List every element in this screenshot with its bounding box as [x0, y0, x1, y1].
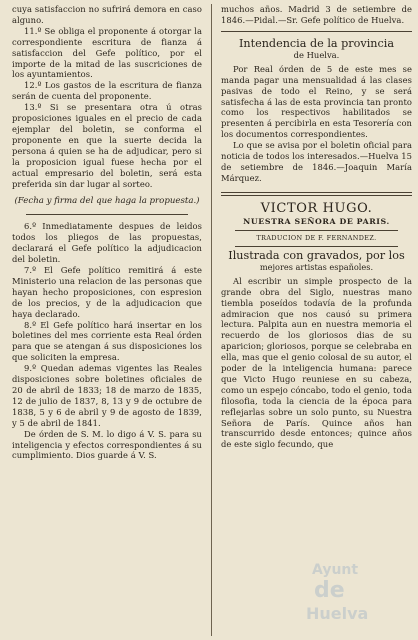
right-column — [221, 4, 412, 450]
closing-paragraph: De órden de S. M. lo digo á V. S. para su inteligencia y efectos correspondientes á su cumplimiento. Dios guarde á V. S. — [12, 428, 202, 461]
separator-rule — [235, 246, 398, 247]
feuilleton-body: Al escribir un simple prospecto de la grande obra del Siglo, nuestras mano tiembla poseídos todavía de la profunda admiracion que nos causó su primera lectura. Palpita aun en nuestra memoria el recuerdo de los gloriosos dias de su aparicion; gloriosos, porque se celebraba en ella, mas que el genio colosal de su autor, el poder de la inteligencia humana: parece que Victo Hugo reuniese en su cabeza, como un espejo cóncabo, todo el genio, toda filosofia, toda la ciencia de la época para reflejarlas sobre un solo punto, su Nuestra Señora de París. Quince años han transcurrido desde entonces; quince años de este siglo fecundo, que — [221, 275, 412, 450]
watermark-text: Huelva — [306, 604, 369, 623]
section-title: Intendencia de la provincia — [238, 36, 394, 50]
clause-8: 8.º El Gefe político hará insertar en los boletines del mes corriente esta Real órden para que se atengan á sus disposiciones los que soliciten la empresa. — [12, 319, 202, 363]
section-paragraph: Lo que se avisa por el boletin oficial para noticia de todos los interesados.—Huelva 15 de setiembre de 1846.—Joaquin María Márquez. — [221, 140, 412, 183]
feuilleton-illustrated: Ilustrada con gravados, por los — [228, 248, 405, 262]
paragraph: cuya satisfaccion no sufrirá demora en caso alguno. — [12, 4, 202, 25]
clause-9: 9.º Quedan ademas vigentes las Reales disposiciones sobre boletines oficiales de 20 de abril de 1833; 18 de marzo de 1835, 12 de julio de 1837, 8, 13 y 9 de octubre de 1838, 5 y 6 de abril y 9 de agosto de 1839, y 5 de abril de 1841. — [12, 363, 202, 428]
clause-11: 11.º Se obliga el proponente á otorgar la correspondiente escritura de fianza á satisfaccion del Gefe político, por el importe de la mitad de las suscriciones de los ayuntamientos. — [12, 25, 202, 80]
column-divider — [211, 4, 212, 636]
opening-paragraph: muchos años. Madrid 3 de setiembre de 1846.—Pidal.—Sr. Gefe político de Huelva. — [221, 4, 412, 25]
clause-7: 7.º El Gefe político remitirá á este Ministerio una relacion de las personas que hayan hecho proposiciones, con espresion de los precios, y de la adjudicacion que haya declarado. — [12, 265, 202, 319]
separator-rule — [221, 192, 412, 193]
separator-rule — [221, 31, 412, 32]
clause-6: 6.º Inmediatamente despues de leidos todos los pliegos de las propuestas, declarará el Gefe político la adjudicacion del boletin. — [12, 221, 202, 265]
feuilleton-subtitle: NUESTRA SEÑORA DE PARIS. — [243, 216, 390, 226]
section-paragraph: Por Real órden de 5 de este mes se manda pagar una mensualidad á las clases pasivas de todo el Reino, y se será satisfecha á las de esta provincia tan pronto como los respectivos habilitados se presenten á percibirla en esta Tesorería con los documentos correspondientes. — [221, 63, 412, 140]
section-subtitle: de Huelva. — [293, 49, 340, 60]
feuilleton-translator: TRADUCION DE F. FERNANDEZ. — [256, 233, 377, 242]
separator-rule — [221, 195, 412, 196]
separator-rule — [235, 230, 398, 231]
clause-12: 12.º Los gastos de la escritura de fianza serán de cuenta del proponente. — [12, 80, 202, 102]
separator-rule — [26, 214, 188, 215]
clause-13: 13.º Si se presentara otra ú otras proposiciones iguales en el precio de cada ejemplar del boletin, se conforma el proponente en que la suerte decida la persona á quien se ha de adjudicar, pero si la proposicion igual fuese hecha por el actual empresario del boletin, será esta preferida sin dar lugar al sorteo. — [12, 102, 202, 189]
feuilleton-title: VICTOR HUGO. — [260, 200, 373, 216]
watermark-text: de — [314, 578, 345, 603]
feuilleton-illustrated-sub: mejores artistas españoles. — [259, 261, 374, 272]
watermark-stamp — [306, 562, 418, 640]
signature-line: (Fecha y firma del que haga la propuesta.) — [14, 196, 200, 207]
left-column — [12, 4, 202, 461]
watermark-text: Ayunt — [312, 562, 359, 578]
